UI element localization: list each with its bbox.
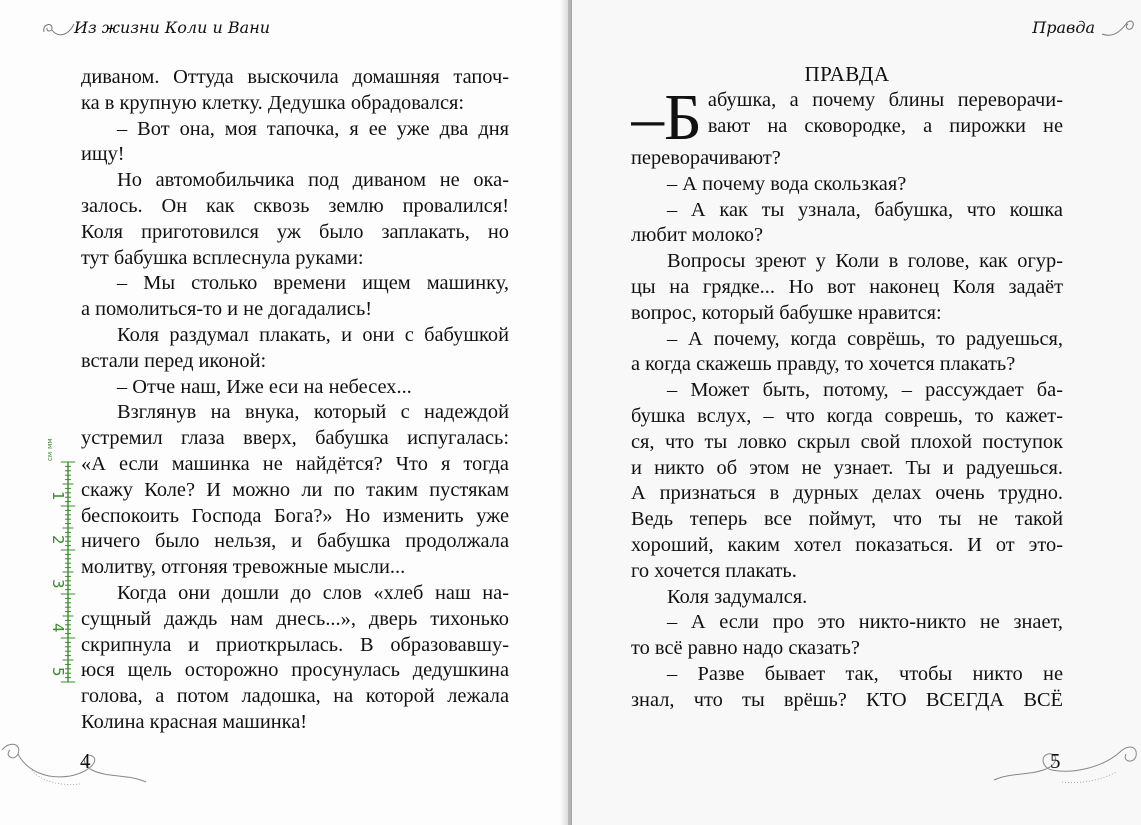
ruler-label: 1: [49, 491, 67, 501]
text-line: сущный даждь нам днесь...», дверь тихонько: [81, 607, 509, 630]
text-line: хороший, каким хотел показаться. И от это-: [631, 533, 1063, 556]
text-line: то всё равно надо сказать?: [631, 637, 860, 660]
text-line: «А если машинка не найдётся? Что я тогда: [81, 452, 509, 475]
left-page-text: [81, 65, 509, 736]
text-line: Коля раздумал плакать, и они с бабушкой: [117, 323, 509, 346]
text-line: Коля задумался.: [667, 585, 808, 608]
text-line: любит молоко?: [631, 224, 764, 247]
right-page-body: [631, 146, 1063, 714]
text-line: беспокоить Господа Бога?» Но изменить уже: [81, 504, 509, 527]
ruler-label: 3: [49, 579, 67, 589]
header-flourish-icon: [40, 16, 76, 44]
text-line: – А почему, когда соврёшь, то радуешься,: [667, 327, 1063, 350]
text-line: голова, а потом ладошка, на которой лежала: [81, 685, 509, 708]
text-line: а помолиться-то и не догадались!: [81, 298, 373, 321]
text-line: – Разве бывает так, чтобы никто не: [667, 662, 1063, 685]
chapter-title: ПРАВДА: [804, 62, 890, 86]
text-line: переворачивают?: [631, 147, 781, 169]
text-line: ничего было нельзя, и бабушка продолжала: [81, 530, 509, 553]
text-line: диваном. Оттуда выскочила домашняя тапоч-: [81, 66, 509, 88]
text-line: тут бабушка всплеснула руками:: [81, 246, 364, 269]
text-line: Колина красная машинка!: [81, 710, 308, 733]
text-line: скрипнула и приоткрылась. В образовавшу-: [81, 633, 509, 656]
running-header-right: Правда: [1032, 18, 1095, 37]
text-line: абушка, а почему блины переворачи-: [707, 89, 1063, 111]
text-line: а когда скажешь правду, то хочется плакать?: [631, 353, 1016, 376]
text-line: го хочется плакать.: [631, 559, 797, 582]
text-line: Ведь теперь все поймут, что ты не такой: [631, 508, 1063, 531]
text-line: ся, что ты ловко скрыл свой плохой поступок: [631, 430, 1063, 453]
text-line: знал, что ты врёшь? КТО ВСЕГДА ВСЁ: [631, 688, 1063, 711]
text-line: – Вот она, моя тапочка, я ее уже два дня: [117, 117, 509, 140]
text-line: устремил глаза вверх, бабушка испугалась:: [81, 427, 509, 450]
text-line: Но автомобильчика под диваном не ока-: [117, 169, 509, 192]
text-line: А признаться в дурных делах очень трудно.: [631, 482, 1063, 505]
ruler-label: 4: [49, 623, 67, 633]
scale-ruler: [46, 432, 76, 684]
text-line: Взглянув на внука, который с надеждой: [117, 401, 509, 424]
text-line: Когда они дошли до слов «хлеб наш на-: [117, 581, 509, 604]
ruler-label: 5: [49, 667, 67, 677]
text-line: юся щель осторожно просунулась дедушкина: [81, 659, 509, 682]
text-line: Коля приготовился уж было заплакать, но: [81, 220, 509, 243]
text-line: – Отче наш, Иже еси на небесех...: [117, 375, 412, 398]
page-number-left: 4: [80, 749, 91, 773]
footer-flourish-icon: [992, 728, 1141, 790]
text-line: – А если про это никто-никто не знает,: [667, 611, 1063, 634]
text-line: вают на сковородке, а пирожки не: [707, 114, 1063, 137]
text-line: – Может быть, потому, – рассуждает ба-: [667, 379, 1063, 402]
text-line: залось. Он как сквозь землю провалился!: [81, 194, 509, 217]
text-line: Вопросы зреют у Коли в голове, как огур-: [667, 250, 1063, 273]
ruler-unit-cm: см: [46, 451, 54, 461]
right-page: [572, 0, 1141, 825]
drop-cap: –Б: [631, 88, 702, 146]
text-line: ищу!: [81, 143, 125, 166]
text-line: цы на грядке... Но вот наконец Коля задаёт: [631, 275, 1063, 298]
text-line: молитву, отгоняя тревожные мысли...: [81, 556, 406, 579]
text-line: – А почему вода скользкая?: [667, 172, 907, 195]
text-line: встали перед иконой:: [81, 349, 267, 372]
running-header-left: Из жизни Коли и Вани: [74, 18, 271, 37]
left-page: [0, 0, 568, 825]
ruler-label: 2: [49, 535, 67, 545]
page-number-right: 5: [1050, 749, 1061, 773]
text-line: вопрос, который бабушке нравится:: [631, 301, 942, 324]
header-flourish-icon: [1100, 14, 1138, 44]
text-line: и никто об этом не узнает. Ты и радуешься.: [631, 456, 1063, 479]
ruler-unit-mm: мм: [46, 438, 54, 449]
text-line: – А как ты узнала, бабушка, что кошка: [667, 198, 1063, 221]
footer-flourish-icon: [0, 730, 150, 790]
right-page-text: [631, 62, 1063, 714]
opening-paragraph: [631, 88, 1063, 146]
text-line: скажу Коле? И можно ли по таким пустякам: [81, 478, 509, 501]
text-line: – Мы столько времени ищем машинку,: [117, 272, 509, 295]
text-line: ка в крупную клетку. Дедушка обрадовался:: [81, 91, 465, 114]
text-line: бушка вслух, – что когда соврешь, то кажет-: [631, 404, 1063, 427]
